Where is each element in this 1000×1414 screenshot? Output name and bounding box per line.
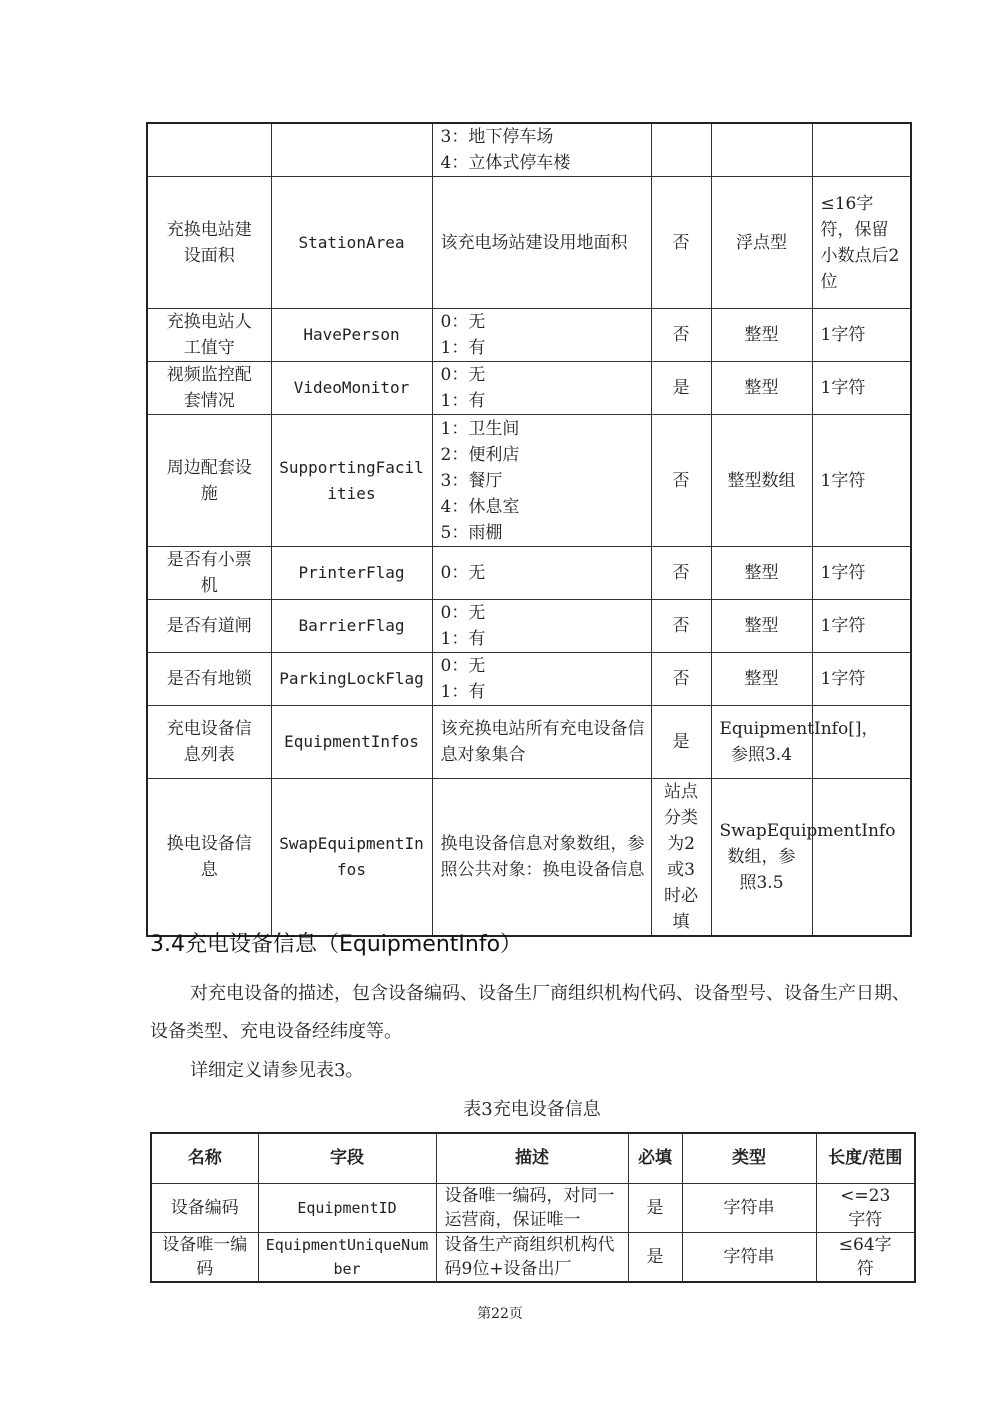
station-fields-table: [146, 122, 912, 937]
desc-line: 0：无: [440, 563, 486, 583]
cell-field: EquipmentInfos: [271, 706, 432, 779]
cell-desc: 设备生产商组织机构代码9位+设备出厂: [436, 1232, 628, 1282]
cell-desc: [432, 123, 651, 177]
table-row: [147, 177, 911, 309]
desc-line: 1：有: [440, 338, 486, 358]
table-row: [147, 123, 911, 177]
cell-length: 1字符: [812, 362, 911, 415]
table-row: [147, 779, 911, 937]
cell-type: 浮点型: [711, 177, 812, 309]
desc-line: 4：立体式停车楼: [440, 153, 571, 173]
table-caption: 表3充电设备信息: [463, 1099, 601, 1120]
desc-line: 0：无: [440, 365, 486, 385]
table-row: [147, 653, 911, 706]
desc-line: 0：无: [440, 656, 486, 676]
desc-line: 5：雨棚: [440, 522, 503, 543]
cell-name: 设备编码: [151, 1183, 258, 1232]
cell-name: [147, 123, 271, 177]
desc-line: 4：休息室: [440, 496, 520, 517]
table-row: [151, 1183, 915, 1232]
cell-desc: [432, 653, 651, 706]
section-title: 3.4充电设备信息（EquipmentInfo）: [150, 932, 523, 957]
cell-name: 充换电站人工值守: [147, 309, 271, 362]
cell-type: EquipmentInfo[]，参照3.4: [711, 706, 812, 779]
header-name: 名称: [151, 1133, 258, 1183]
equipment-info-table: [150, 1132, 916, 1283]
cell-name: 是否有小票机: [147, 547, 271, 600]
cell-length: [812, 779, 911, 937]
cell-required: 是: [651, 362, 711, 415]
table-row: [147, 415, 911, 547]
cell-desc: [432, 779, 651, 937]
cell-field: EquipmentUniqueNumber: [258, 1232, 436, 1282]
cell-required: 否: [651, 177, 711, 309]
cell-desc: [432, 177, 651, 309]
cell-field: VideoMonitor: [271, 362, 432, 415]
cell-type: 整型: [711, 362, 812, 415]
cell-field: SupportingFacilities: [271, 415, 432, 547]
cell-name: 周边配套设施: [147, 415, 271, 547]
desc-line: 1：卫生间: [440, 418, 520, 439]
cell-length: [812, 706, 911, 779]
cell-length: 1字符: [812, 415, 911, 547]
section-description: 对充电设备的描述，包含设备编码、设备生厂商组织机构代码、设备型号、设备生产日期、设备类型、充电设备经纬度等。: [150, 983, 910, 1042]
cell-type: 整型: [711, 547, 812, 600]
cell-name: 充换电站建设面积: [147, 177, 271, 309]
desc-line: 1：有: [440, 682, 486, 702]
cell-desc: [432, 706, 651, 779]
cell-desc: 设备唯一编码，对同一运营商，保证唯一: [436, 1183, 628, 1232]
cell-required: [651, 123, 711, 177]
page-number: 第22页: [477, 1306, 523, 1322]
cell-name: 换电设备信息: [147, 779, 271, 937]
desc-line: 3：地下停车场: [440, 127, 554, 147]
section-reference: 详细定义请参见表3。: [190, 1060, 364, 1081]
desc-line: 1：有: [440, 629, 486, 649]
cell-length: <=23字符: [816, 1183, 915, 1232]
cell-field: BarrierFlag: [271, 600, 432, 653]
table-row: [147, 362, 911, 415]
cell-required: 否: [651, 415, 711, 547]
cell-name: 是否有道闸: [147, 600, 271, 653]
cell-type: 整型数组: [711, 415, 812, 547]
station-fields-table-body: [147, 123, 911, 936]
cell-name: 是否有地锁: [147, 653, 271, 706]
cell-required: 否: [651, 309, 711, 362]
cell-field: [271, 123, 432, 177]
cell-type: 整型: [711, 653, 812, 706]
table-row: [147, 309, 911, 362]
cell-desc: [432, 309, 651, 362]
header-field: 字段: [258, 1133, 436, 1183]
cell-length: [812, 123, 911, 177]
header-length: 长度/范围: [816, 1133, 915, 1183]
cell-length: 1字符: [812, 309, 911, 362]
cell-required: 否: [651, 547, 711, 600]
cell-required: 站点分类为2或3时必填: [651, 779, 711, 937]
header-type: 类型: [682, 1133, 816, 1183]
cell-type: 整型: [711, 600, 812, 653]
desc-line: 1：有: [440, 391, 486, 411]
desc-line: 该充换电站所有充电设备信息对象集合: [440, 719, 645, 765]
cell-length: 1字符: [812, 653, 911, 706]
cell-required: 是: [651, 706, 711, 779]
cell-length: 1字符: [812, 600, 911, 653]
cell-field: EquipmentID: [258, 1183, 436, 1232]
cell-desc: [432, 547, 651, 600]
cell-field: HavePerson: [271, 309, 432, 362]
desc-line: 2：便利店: [440, 444, 520, 465]
cell-type: SwapEquipmentInfo数组，参照3.5: [711, 779, 812, 937]
cell-field: StationArea: [271, 177, 432, 309]
cell-name: 充电设备信息列表: [147, 706, 271, 779]
cell-type: 整型: [711, 309, 812, 362]
cell-field: SwapEquipmentInfos: [271, 779, 432, 937]
table-row: [147, 600, 911, 653]
cell-length: ≤64字符: [816, 1232, 915, 1282]
cell-type: 字符串: [682, 1232, 816, 1282]
table-row: [147, 706, 911, 779]
cell-desc: [432, 600, 651, 653]
cell-name: 设备唯一编码: [151, 1232, 258, 1282]
cell-required: 否: [651, 653, 711, 706]
cell-desc: [432, 415, 651, 547]
cell-required: 是: [628, 1232, 682, 1282]
cell-name: 视频监控配套情况: [147, 362, 271, 415]
table-header-row: [151, 1133, 915, 1183]
table-row: [147, 547, 911, 600]
cell-field: PrinterFlag: [271, 547, 432, 600]
cell-field: ParkingLockFlag: [271, 653, 432, 706]
cell-length: ≤16字符，保留小数点后2位: [812, 177, 911, 309]
desc-line: 3：餐厅: [440, 470, 503, 491]
desc-line: 换电设备信息对象数组，参照公共对象：换电设备信息: [440, 834, 645, 880]
cell-required: 是: [628, 1183, 682, 1232]
desc-line: 该充电场站建设用地面积: [440, 232, 628, 253]
cell-type: [711, 123, 812, 177]
cell-type: 字符串: [682, 1183, 816, 1232]
cell-desc: [432, 362, 651, 415]
header-desc: 描述: [436, 1133, 628, 1183]
cell-required: 否: [651, 600, 711, 653]
header-required: 必填: [628, 1133, 682, 1183]
table-row: [151, 1232, 915, 1282]
desc-line: 0：无: [440, 603, 486, 623]
cell-length: 1字符: [812, 547, 911, 600]
desc-line: 0：无: [440, 312, 486, 332]
